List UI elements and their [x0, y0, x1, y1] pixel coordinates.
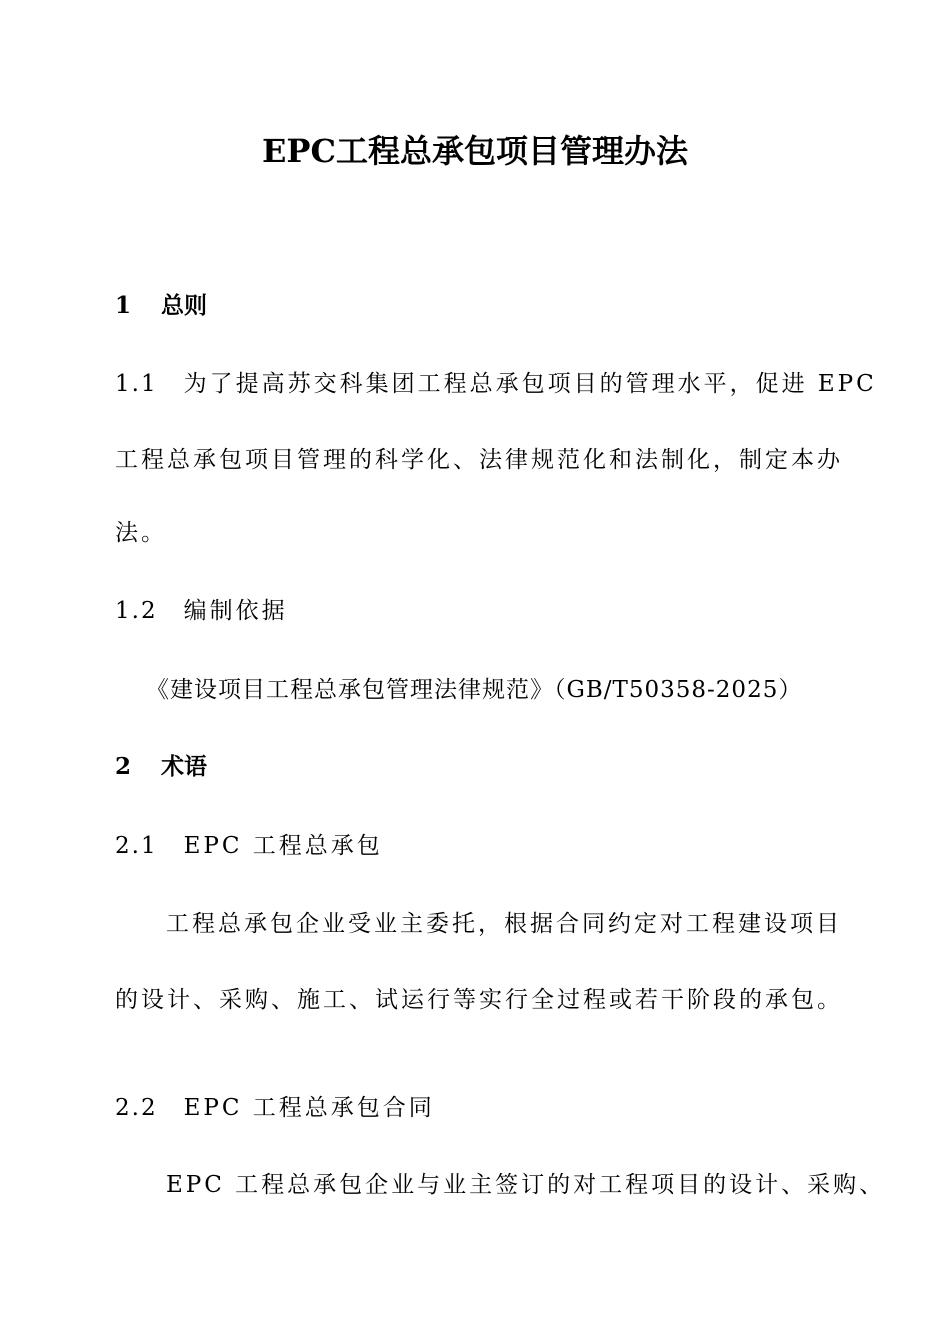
clause-2-1-line-1: 工程总承包企业受业主委托，根据合同约定对工程建设项目 [166, 911, 842, 937]
clause-2-2-heading [115, 1093, 435, 1123]
clause-1-1-line-3: 法。 [115, 520, 167, 546]
section-title: 术语 [161, 753, 208, 780]
document-title: EPC工程总承包项目管理办法 [262, 132, 688, 170]
clause-text: 为了提高苏交科集团工程总承包项目的管理水平，促进 EPC [183, 371, 877, 397]
clause-2-1-line-2: 的设计、采购、施工、试运行等实行全过程或若干阶段的承包。 [115, 987, 843, 1013]
clause-1-1-line-1 [115, 369, 877, 399]
section-number: 1 [115, 292, 132, 319]
clause-1-1-line-2: 工程总承包项目管理的科学化、法律规范化和法制化，制定本办 [115, 447, 843, 473]
reference-standard: 《建设项目工程总承包管理法律规范》（GB/T50358-2025） [146, 677, 803, 703]
clause-number: 2.1 [115, 833, 158, 859]
clause-title: 编制依据 [183, 598, 288, 624]
clause-2-2-line-1: EPC 工程总承包企业与业主签订的对工程项目的设计、采购、 [166, 1172, 886, 1198]
clause-title: EPC 工程总承包 [183, 833, 383, 859]
clause-number: 2.2 [115, 1095, 158, 1121]
clause-title: EPC 工程总承包合同 [183, 1095, 435, 1121]
section-1-heading [115, 291, 207, 321]
clause-1-2-heading [115, 596, 288, 626]
clause-2-1-heading [115, 831, 383, 861]
clause-number: 1.1 [115, 371, 158, 397]
section-title: 总则 [161, 292, 208, 319]
clause-number: 1.2 [115, 598, 158, 624]
section-2-heading [115, 752, 207, 782]
section-number: 2 [115, 753, 132, 780]
